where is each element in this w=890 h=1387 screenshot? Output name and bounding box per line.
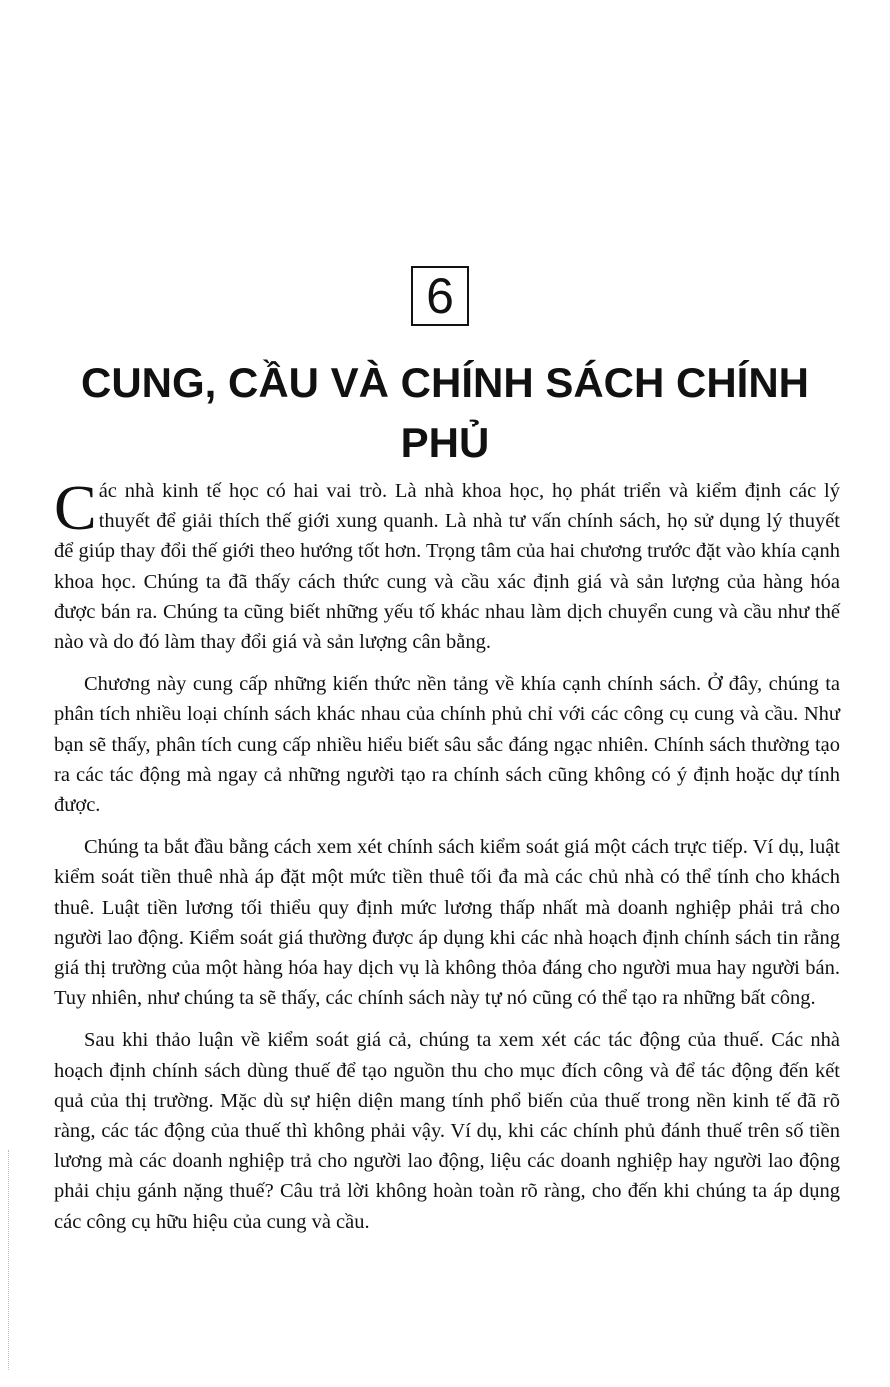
page-edge-mark	[8, 1150, 10, 1370]
drop-cap: C	[54, 472, 97, 543]
chapter-number: 6	[411, 266, 469, 326]
paragraph-taxes: Sau khi thảo luận về kiểm soát giá cả, chúng ta xem xét các tác động của thuế. Các nhà hoạch định chính sách dùng thuế để tạo nguồn thu cho mục đích công và để tác động đến kết quả của thị trường. Mặc dù sự hiện diện mang tính phổ biến của thuế trong nền kinh tế đã rõ ràng, các tác động của thuế thì không phải vậy. Ví dụ, khi các chính phủ đánh thuế trên số tiền lương mà các doanh nghiệp trả cho người lao động, liệu các doanh nghiệp hay người lao động phải chịu gánh nặng thuế? Câu trả lời không hoàn toàn rõ ràng, cho đến khi chúng ta áp dụng các công cụ hữu hiệu của cung và cầu.	[54, 1029, 840, 1233]
paragraph-intro-text: ác nhà kinh tế học có hai vai trò. Là nhà khoa học, họ phát triển và kiểm định các lý thuyết để giải thích thế giới xung quanh. Là nhà tư vấn chính sách, họ sử dụng lý thuyết để giúp thay đổi thế giới theo hướng tốt hơn. Trọng tâm của hai chương trước đặt vào khía cạnh khoa học. Chúng ta đã thấy cách thức cung và cầu xác định giá và sản lượng của hàng hóa được bán ra. Chúng ta cũng biết những yếu tố khác nhau làm dịch chuyển cung và cầu như thế nào và do đó làm thay đổi giá và sản lượng cân bằng.	[54, 480, 840, 654]
chapter-title: CUNG, CẦU VÀ CHÍNH SÁCH CHÍNH PHỦ	[80, 359, 809, 466]
paragraph-price-controls: Chúng ta bắt đầu bằng cách xem xét chính sách kiểm soát giá một cách trực tiếp. Ví dụ, luật kiểm soát tiền thuê nhà áp đặt một mức tiền thuê tối đa mà các chủ nhà có thể tính cho khách thuê. Luật tiền lương tối thiểu quy định mức lương thấp nhất mà doanh nghiệp phải trả cho người lao động. Kiểm soát giá thường được áp dụng khi các nhà hoạch định chính sách tin rằng giá thị trường của một hàng hóa hay dịch vụ là không thỏa đáng cho người mua hay người bán. Tuy nhiên, như chúng ta sẽ thấy, các chính sách này tự nó cũng có thể tạo ra những bất công.	[54, 836, 840, 1010]
paragraph-policy: Chương này cung cấp những kiến thức nền tảng về khía cạnh chính sách. Ở đây, chúng ta phân tích nhiều loại chính sách khác nhau của chính phủ chỉ với các công cụ cung và cầu. Như bạn sẽ thấy, phân tích cung cấp nhiều hiểu biết sâu sắc đáng ngạc nhiên. Chính sách thường tạo ra các tác động mà ngay cả những người tạo ra chính sách cũng không có ý định hoặc dự tính được.	[54, 673, 840, 817]
chapter-body	[54, 472, 840, 1249]
paragraph-intro	[54, 472, 840, 657]
